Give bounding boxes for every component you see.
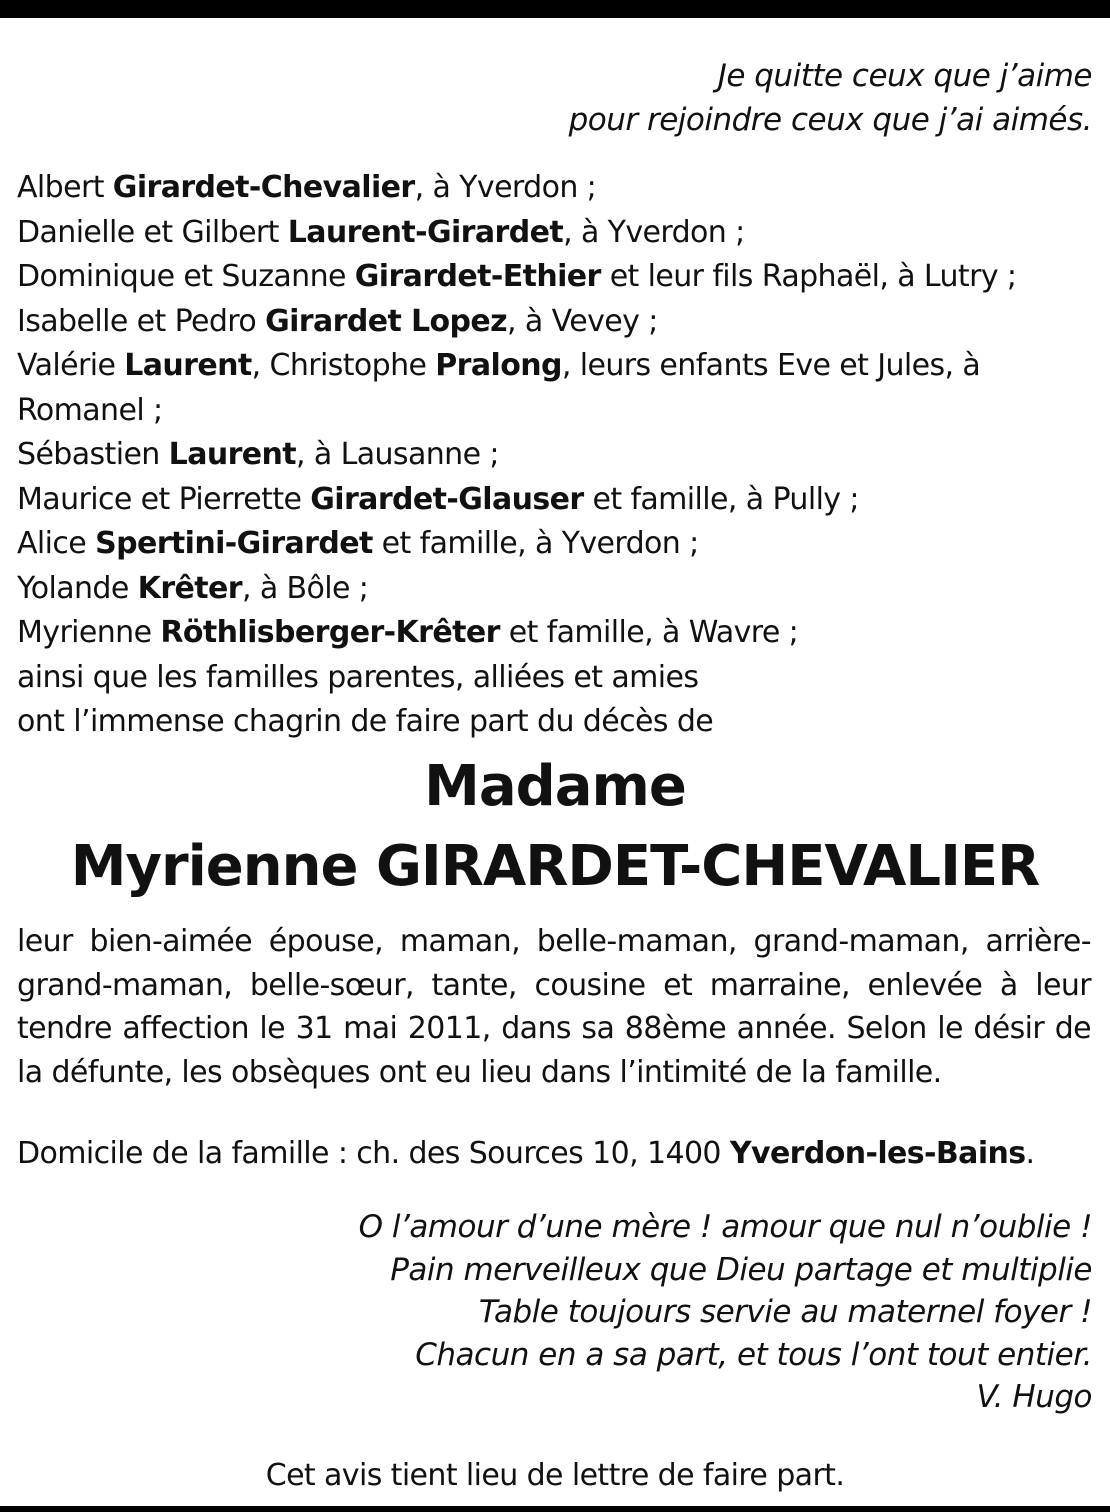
family-member: Albert Girardet-Chevalier, à Yverdon ; [17,170,597,205]
poem-quote [359,1206,1092,1419]
bottom-border-rule [0,1506,1110,1512]
poem-line: O l’amour d’une mère ! amour que nul n’oublie ! [358,1209,1092,1245]
family-member: Yolande Krêter, à Bôle ; [17,570,369,606]
family-member: Dominique et Suzanne Girardet-Ethier et leur fils Raphaël, à Lutry ; [17,259,1017,294]
deceased-name: Myrienne GIRARDET-CHEVALIER [70,834,1040,899]
family-surname: Girardet-Glauser [310,481,584,517]
family-member: Valérie Laurent, Christophe Pralong, leurs enfants Eve et Jules, à Romanel ; [17,348,981,428]
family-surname: Krêter [137,570,242,606]
top-border-rule [0,0,1110,18]
epigraph-quote [569,54,1092,142]
poem-line: Table toujours servie au maternel foyer ! [478,1294,1092,1330]
family-surname: Girardet Lopez [265,303,508,339]
family-surname: Girardet-Ethier [354,259,601,294]
poem-line: Chacun en a sa part, et tous l’ont tout entier. [415,1336,1092,1373]
epigraph-line: pour rejoindre ceux que j’ai aimés. [568,102,1092,138]
family-member: Myrienne Röthlisberger-Krêter et famille, à Wavre ; [17,615,799,650]
intro-line: ainsi que les familles parentes, alliées et amies [17,659,699,695]
closing-note: Cet avis tient lieu de lettre de faire part. [265,1458,845,1493]
poem-line: Pain merveilleux que Dieu partage et multiplie [390,1251,1092,1288]
family-member: Sébastien Laurent, à Lausanne ; [17,437,499,472]
family-surname: Girardet-Chevalier [112,170,415,205]
family-member: Isabelle et Pedro Girardet Lopez, à Vevey ; [17,303,658,339]
obituary-paragraph: leur bien-aimée épouse, maman, belle-maman, grand-maman, arrière-grand-maman, belle-sœur, tante, cousine et marraine, enlevée à leur tendre affection le 31 mai 2011, dans sa 88ème année. Selon le désir de la défunte, les obsèques ont eu lieu dans l’intimité de la famille. [17,924,1091,1090]
family-surname: Spertini-Girardet [95,526,373,561]
poem-author: V. Hugo [976,1379,1092,1415]
family-surname: Laurent [124,348,252,383]
family-surname: Röthlisberger-Krêter [160,615,500,650]
domicile-city: Yverdon-les-Bains [729,1136,1026,1171]
family-member: Alice Spertini-Girardet et famille, à Yverdon ; [17,526,699,561]
family-domicile: Domicile de la famille : ch. des Sources 10, 1400 Yverdon-les-Bains. [17,1136,1035,1171]
epigraph-line: Je quitte ceux que j’aime [717,58,1092,94]
deceased-title: Madame [424,754,686,819]
family-member: Maurice et Pierrette Girardet-Glauser et famille, à Pully ; [17,481,859,517]
family-member: Danielle et Gilbert Laurent-Girardet, à Yverdon ; [17,214,745,250]
family-surname: Pralong [435,348,562,383]
family-list [17,166,1093,745]
intro-line: ont l’immense chagrin de faire part du décès de [17,704,714,739]
family-surname: Laurent [168,437,297,472]
family-surname: Laurent-Girardet [287,214,564,250]
